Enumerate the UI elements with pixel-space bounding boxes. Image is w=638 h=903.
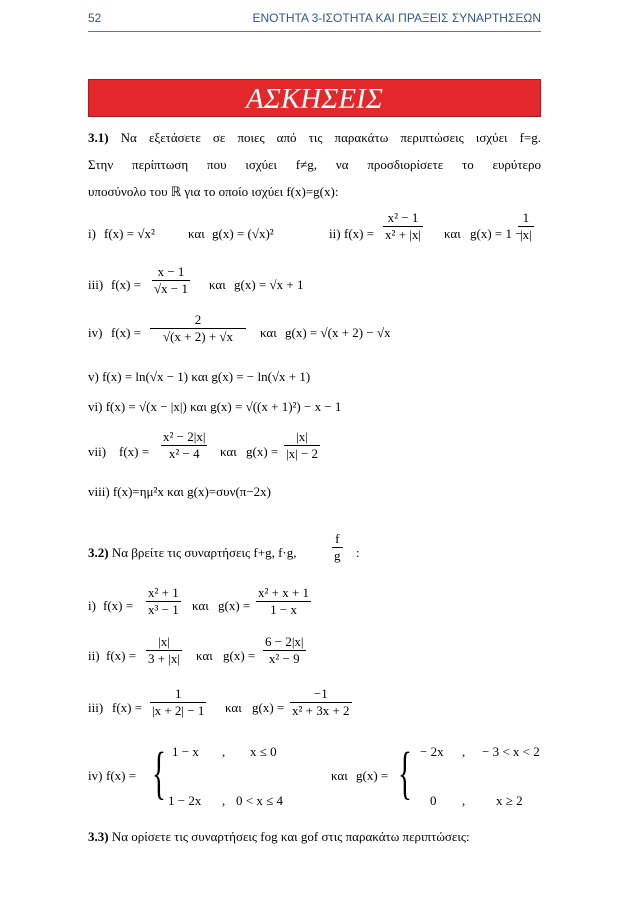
ex32-iv-f-brace: {	[152, 740, 166, 805]
ex32-i-f-lhs: f(x) =	[103, 598, 134, 613]
ex31-i-label: i)	[88, 226, 96, 241]
ex31-iii-f-denominator: √x − 1	[154, 281, 188, 296]
ex32-iv-f-case2-expr: 1 − 2x	[168, 793, 202, 808]
ex31-intro-line3: υποσύνολο του ℝ για το οποίο ισχύει f(x)=g(x):	[88, 184, 339, 199]
ex32-iv-g-case2-cond: x ≥ 2	[496, 793, 523, 808]
ex32-frac-numerator: f	[335, 531, 340, 546]
ex32-iii-label: iii)	[88, 700, 104, 715]
ex32-iv-f-case1-sep: ,	[222, 744, 226, 759]
ex32-ii-f-fraction	[146, 634, 182, 667]
ex31-viii: viii) f(x)=ημ²x και g(x)=συν(π−2x)	[88, 484, 272, 499]
ex32-ii-label: ii)	[88, 648, 100, 663]
ex31-vii-f-lhs: f(x) =	[119, 444, 150, 459]
ex32-intro-text: Να βρείτε τις συναρτήσεις f+g, f·g,	[111, 545, 297, 560]
ex32-i-g-numerator: x² + x + 1	[258, 585, 310, 600]
ex32-i-g-lhs: g(x) =	[218, 598, 251, 613]
ex31-ii-g-numerator: 1	[522, 210, 530, 225]
ex32-iii-g-lhs: g(x) =	[252, 700, 285, 715]
ex31-vii-f-fraction	[161, 429, 207, 462]
ex31-vii-label: vii)	[88, 444, 107, 459]
ex31-vii-g-fraction	[284, 429, 320, 462]
ex32-colon: :	[356, 545, 360, 560]
ex32-iv-g-case1-sep: ,	[462, 744, 466, 759]
ex31-vii-g-denominator: |x| − 2	[286, 446, 319, 461]
ex32-iii-g-denominator: x² + 3x + 2	[292, 703, 350, 718]
ex31-ii-label: ii)	[329, 226, 341, 241]
ex32-iv-f-case2-sep: ,	[222, 793, 226, 808]
ex32-iii-g-fraction	[290, 686, 352, 719]
ex31-iv-f-numerator: 2	[194, 312, 202, 327]
ex32-ii-f-denominator: 3 + |x|	[148, 651, 181, 666]
ex33-intro	[88, 829, 470, 845]
ex32-iv-f-case1-cond: x ≤ 0	[250, 744, 277, 759]
ex31-iv-f-lhs: f(x) =	[111, 325, 142, 340]
ex31-iv-f-fraction	[150, 312, 246, 345]
ex31-vii-f-numerator: x² − 2|x|	[163, 429, 206, 444]
ex32-i-f-denominator: x³ − 1	[148, 602, 179, 617]
ex31-intro-line1	[88, 130, 541, 146]
ex31-i-g: g(x) = (√x)²	[212, 226, 274, 241]
ex32-ii-g-fraction	[263, 634, 306, 667]
ex32-ii-kai: και	[196, 648, 213, 663]
ex32-iv-g-case2-sep: ,	[462, 793, 466, 808]
ex31-ii-g-denominator: |x|	[520, 227, 532, 242]
running-header	[88, 11, 541, 32]
ex32-i-g-denominator: 1 − x	[256, 601, 311, 618]
ex31-v: v) f(x) = ln(√x − 1) και g(x) = − ln(√x + 1)	[88, 369, 311, 384]
ex32-iv-g-case1-cond: − 3 < x < 2	[482, 744, 540, 759]
ex32-iv-label: iv)	[88, 768, 103, 783]
ex32-iii-g-numerator: −1	[313, 686, 328, 701]
ex32-intro	[88, 545, 296, 561]
ex32-iv-g-brace: {	[398, 740, 412, 805]
ex32-iv-g-case2-expr: 0	[430, 793, 437, 808]
ex32-number: 3.2)	[88, 545, 109, 560]
ex31-i-kai: και	[188, 226, 205, 241]
ex32-iv-f-case1-expr: 1 − x	[172, 744, 199, 759]
ex31-vi: vi) f(x) = √(x − |x|) και g(x) = √((x + 1)²) − x − 1	[88, 399, 342, 414]
ex31-iv-kai: και	[260, 325, 277, 340]
ex32-iii-f-denominator: |x + 2| − 1	[152, 703, 205, 718]
chapter-title: ΕΝΟΤΗΤΑ 3-ΙΣΟΤΗΤΑ ΚΑΙ ΠΡΑΞΕΙΣ ΣΥΝΑΡΤΗΣΕΩΝ	[252, 11, 541, 25]
ex32-iv-g-lhs: g(x) =	[356, 768, 389, 783]
ex31-ii-kai: και	[444, 226, 461, 241]
ex32-f-over-g	[332, 531, 343, 564]
ex32-i-f-numerator: x² + 1	[148, 585, 179, 600]
ex32-iii-f-fraction	[150, 686, 206, 719]
ex31-ii-g-fraction	[518, 210, 534, 243]
ex32-frac-denominator: g	[334, 548, 341, 563]
ex31-iv-g: g(x) = √(x + 2) − √x	[285, 325, 391, 340]
banner-title: ΑΣΚΗΣΕΙΣ	[245, 83, 384, 115]
ex31-iii-f-lhs: f(x) =	[111, 277, 142, 292]
ex32-iii-f-numerator: 1	[174, 686, 182, 701]
ex31-iii-label: iii)	[88, 277, 104, 292]
ex32-iv-f-lhs: f(x) =	[106, 768, 137, 783]
ex31-vii-g-numerator: |x|	[296, 429, 308, 444]
ex32-iv-g-case1-expr: − 2x	[420, 744, 444, 759]
ex32-iv-f-case2-cond: 0 < x ≤ 4	[236, 793, 283, 808]
ex32-ii-g-numerator: 6 − 2|x|	[265, 634, 304, 649]
ex31-iv-f-denominator: √(x + 2) + √x	[150, 328, 246, 345]
ex32-ii-f-numerator: |x|	[158, 634, 170, 649]
ex31-vii-g-lhs: g(x) =	[246, 444, 279, 459]
ex31-iv-label: iv)	[88, 325, 103, 340]
ex31-iii-kai: και	[209, 277, 226, 292]
ex32-i-kai: και	[192, 598, 209, 613]
ex32-i-g-fraction	[256, 585, 311, 618]
ex33-number: 3.3)	[88, 829, 109, 844]
ex32-i-f-fraction	[146, 585, 181, 618]
ex31-ii-f-numerator: x² − 1	[387, 210, 419, 225]
ex31-vii-kai: και	[220, 444, 237, 459]
ex32-iii-kai: και	[225, 700, 242, 715]
ex32-ii-g-denominator: x² − 9	[263, 650, 306, 667]
ex31-iii-f-fraction	[152, 264, 190, 297]
page-number: 52	[88, 11, 102, 25]
ex31-iii-g: g(x) = √x + 1	[234, 277, 304, 292]
ex32-ii-f-lhs: f(x) =	[106, 648, 137, 663]
ex32-ii-g-lhs: g(x) =	[223, 648, 256, 663]
ex32-iii-f-lhs: f(x) =	[112, 700, 143, 715]
ex31-ii-g-lhs: g(x) = 1 −	[470, 226, 523, 241]
ex31-ii-f-denominator: x² + |x|	[385, 227, 421, 242]
ex31-line1-text: Να εξετάσετε σε ποιες από τις παρακάτω περιπτώσεις ισχύει f=g.	[120, 130, 541, 145]
ex33-text: Να ορίσετε τις συναρτήσεις fog και gof στις παρακάτω περιπτώσεις:	[111, 829, 470, 844]
ex31-iii-f-numerator: x − 1	[157, 264, 185, 279]
ex32-iv-kai: και	[331, 768, 348, 783]
ex31-ii-f-fraction	[383, 210, 423, 243]
ex31-intro-line2: Στην περίπτωση που ισχύει f≠g, να προσδιορίσετε το ευρύτερο	[88, 157, 541, 172]
ex31-number: 3.1)	[88, 130, 109, 145]
ex31-i-f: f(x) = √x²	[104, 226, 155, 241]
exercises-banner	[88, 79, 541, 117]
ex31-vii-f-denominator: x² − 4	[161, 445, 207, 462]
ex31-ii-f-lhs: f(x) =	[344, 226, 375, 241]
ex32-i-label: i)	[88, 598, 96, 613]
